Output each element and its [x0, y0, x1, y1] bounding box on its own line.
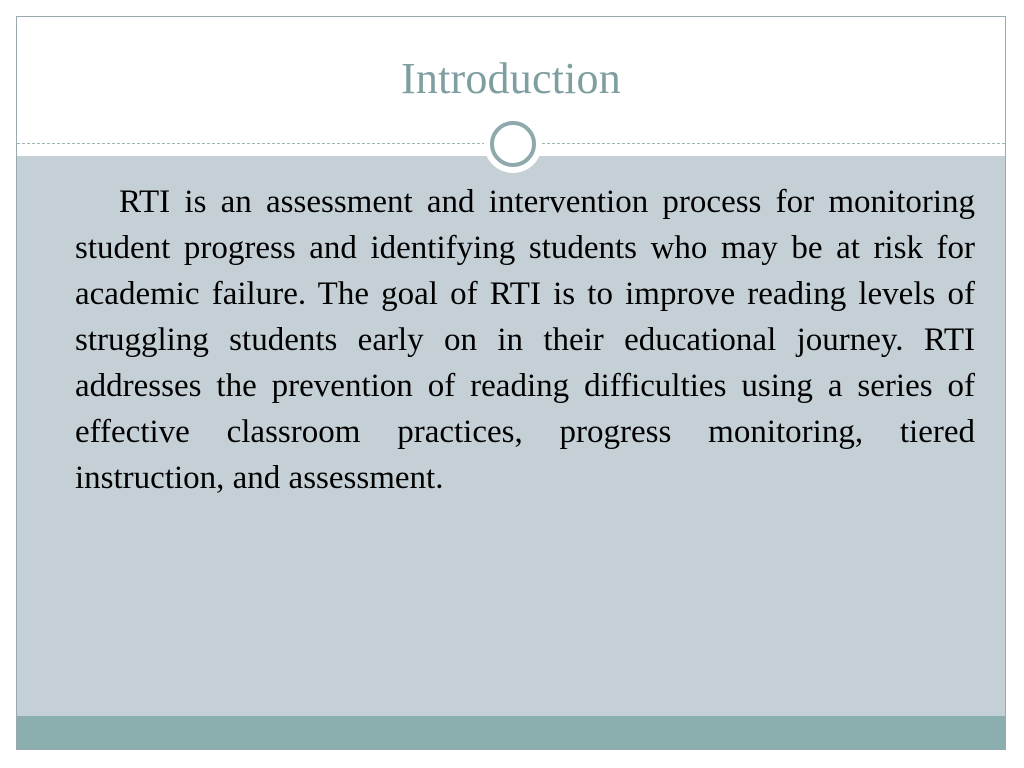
- slide: [16, 16, 1006, 750]
- slide-title: Introduction: [401, 54, 621, 103]
- ring-ornament-inner: [490, 121, 536, 167]
- ring-ornament-icon: [484, 115, 542, 173]
- slide-body-text: RTI is an assessment and intervention process for monitoring student progress and identifying students who may be at risk for academic failure. The goal of RTI is to improve reading levels of struggling students early on in their educational journey. RTI addresses the prevention of reading difficulties using a series of effective classroom practices, progress monitoring, tiered instruction, and assessment.: [75, 184, 975, 496]
- footer-band: [17, 716, 1005, 750]
